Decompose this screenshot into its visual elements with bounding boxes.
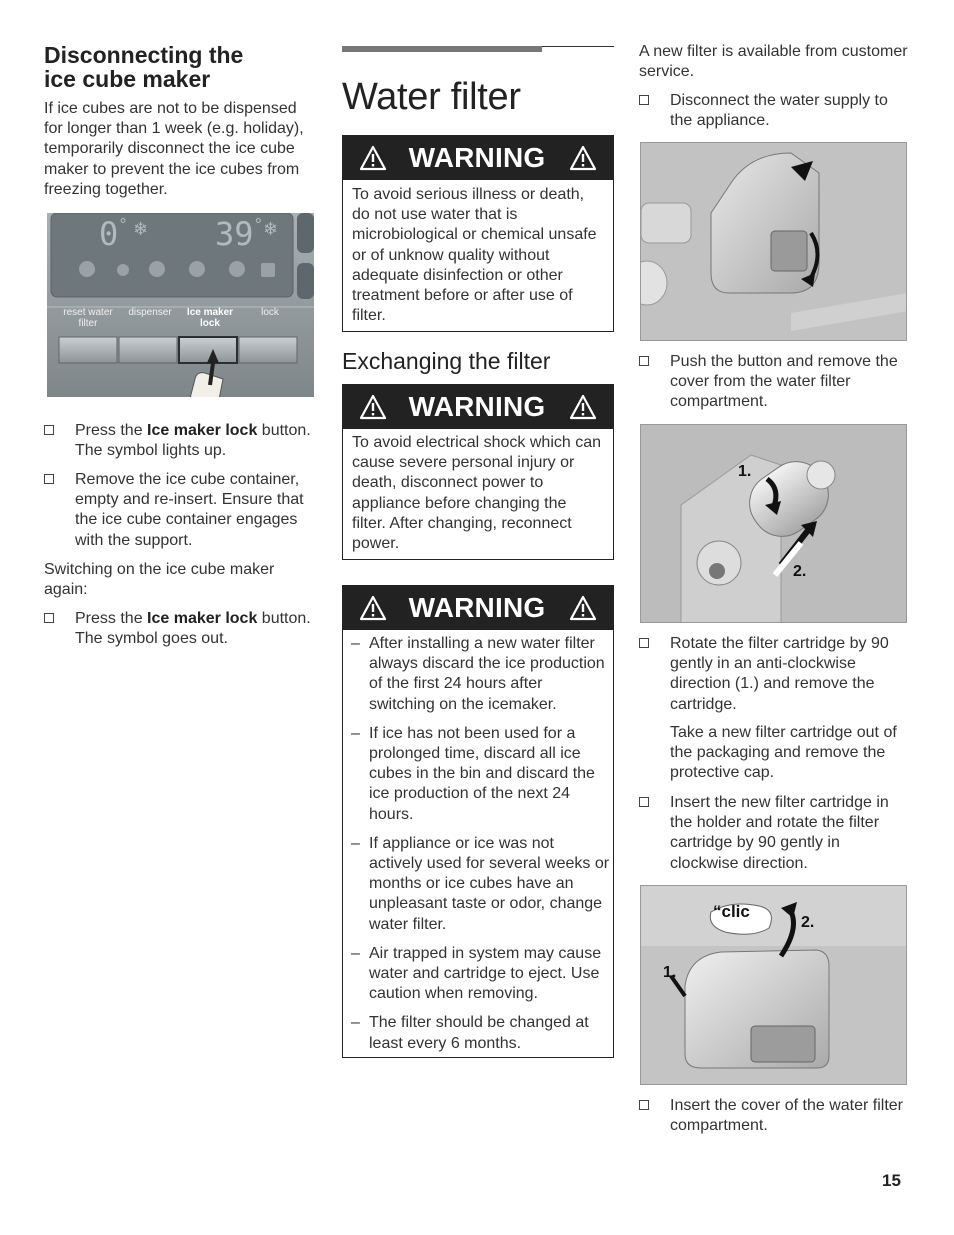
step-press-ice-maker-lock: Press the Ice maker lock button. The symbol lights up. [44,421,316,461]
step-label-1: 1. [663,964,677,981]
warning-triangle-icon [569,145,597,171]
page-number: 15 [882,1171,901,1190]
warning-label: WARNING [408,391,546,422]
take-new-cartridge-text: Take a new filter cartridge out of the packaging and remove the protective cap. [670,724,897,782]
panel-label-ice-maker-lock: Ice maker lock [186,307,234,329]
warning-list-item: – After installing a new water filter always discard the ice production of the first 24 hours after switching on the icemaker. [351,635,605,713]
ice-maker-lock-label: Ice maker lock [147,610,258,627]
warning-label: WARNING [408,142,546,173]
panel-label-dispenser: dispenser [128,307,172,318]
warning-list-item: – If ice has not been used for a prolonged time, discard all ice cubes in the bin and discard the ice production of the next 24 hours. [351,724,595,823]
panel-label-lock: lock [261,307,279,318]
panel-temp-left: 0° [99,215,128,253]
warning-triangle-icon [569,595,597,621]
step-push-button-remove-cover: Push the button and remove the cover from the water filter compartment. [639,352,911,413]
warning-text: To avoid electrical shock which can cause severe personal injury or death, disconnect power to appliance before changing the filter. After changing, reconnect power. [352,434,602,553]
heading-line-1: Disconnecting the [44,42,244,68]
insert-cover-illustration [641,886,907,1085]
warning-header [343,136,613,180]
step-insert-new-cartridge: Insert the new filter cartridge in the holder and rotate the filter cartridge by 90 gently in clockwise direction. [639,793,911,874]
warning-box-ice-filter [342,585,614,1058]
warning-list-item: – The filter should be changed at least every 6 months. [351,1014,589,1052]
filter-cover-illustration [641,143,907,341]
step-label-2: 2. [801,914,815,931]
checkbox-bullet-icon [639,638,649,648]
warning-triangle-icon [359,145,387,171]
filter-availability-text: A new filter is available from customer service. [639,43,908,81]
section-heading-exchanging: Exchanging the filter [342,348,551,374]
warning-list-item: – Air trapped in system may cause water and cartridge to eject. Use caution when removing. [351,944,602,1003]
warning-triangle-icon [569,394,597,420]
checkbox-bullet-icon [44,613,54,623]
rotate-cartridge-illustration [641,425,907,623]
checkbox-bullet-icon [639,797,649,807]
step-label-2: 2. [793,563,807,580]
insert-cover-image [640,885,907,1085]
clic-label: “clic [713,902,750,921]
filter-cover-image [640,142,907,341]
rotate-cartridge-image [640,424,907,623]
header-bar [342,46,542,52]
warning-header [343,385,613,429]
warning-header [343,586,613,630]
intro-paragraph: If ice cubes are not to be dispensed for longer than 1 week (e.g. holiday), temporarily disconnect the ice cube maker to prevent the ice cubes from freezing together. [44,100,304,198]
warning-triangle-icon [359,394,387,420]
warning-triangle-icon [359,595,387,621]
heading-line-2: ice cube maker [44,66,211,92]
warning-label: WARNING [408,592,546,623]
step-label-1: 1. [738,463,752,480]
section-heading-disconnect [44,43,324,91]
warning-list [343,630,613,1054]
step-disconnect-water: Disconnect the water supply to the appliance. [639,91,911,131]
checkbox-bullet-icon [44,474,54,484]
checkbox-bullet-icon [639,356,649,366]
step-insert-cover: Insert the cover of the water filter compartment. [639,1096,911,1136]
checkbox-bullet-icon [44,425,54,435]
checkbox-bullet-icon [639,95,649,105]
page-title: Water filter [342,76,521,118]
warning-box-water-safety [342,135,614,332]
warning-box-electrical [342,384,614,560]
warning-list-item: – If appliance or ice was not actively used for several weeks or months or ice cubes have an unpleasant taste or odor, change water filter. [351,834,610,933]
ice-maker-lock-label: Ice maker lock [147,422,258,439]
step-press-ice-maker-lock-again: Press the Ice maker lock button. The symbol goes out. [44,609,316,649]
step-remove-container: Remove the ice cube container, empty and re-insert. Ensure that the ice cube container engages with the support. [44,470,316,551]
checkbox-bullet-icon [639,1100,649,1110]
snowflake-icon: ❄ [133,219,149,239]
switching-on-text: Switching on the ice cube maker again: [44,561,275,599]
panel-label-reset-water-filter: reset water filter [63,307,113,329]
warning-text: To avoid serious illness or death, do not use water that is microbiological or chemical unsafe or of unknow quality without adequate disinfection or other treatment before or after use of filter. [352,186,597,325]
panel-temp-right: 39° [215,215,264,253]
snowflake-icon: ❄ [263,219,279,239]
step-rotate-remove-cartridge: Rotate the filter cartridge by 90 gently in an anti-clockwise direction (1.) and remove the cartridge. [639,634,911,715]
control-panel-image [47,213,314,410]
